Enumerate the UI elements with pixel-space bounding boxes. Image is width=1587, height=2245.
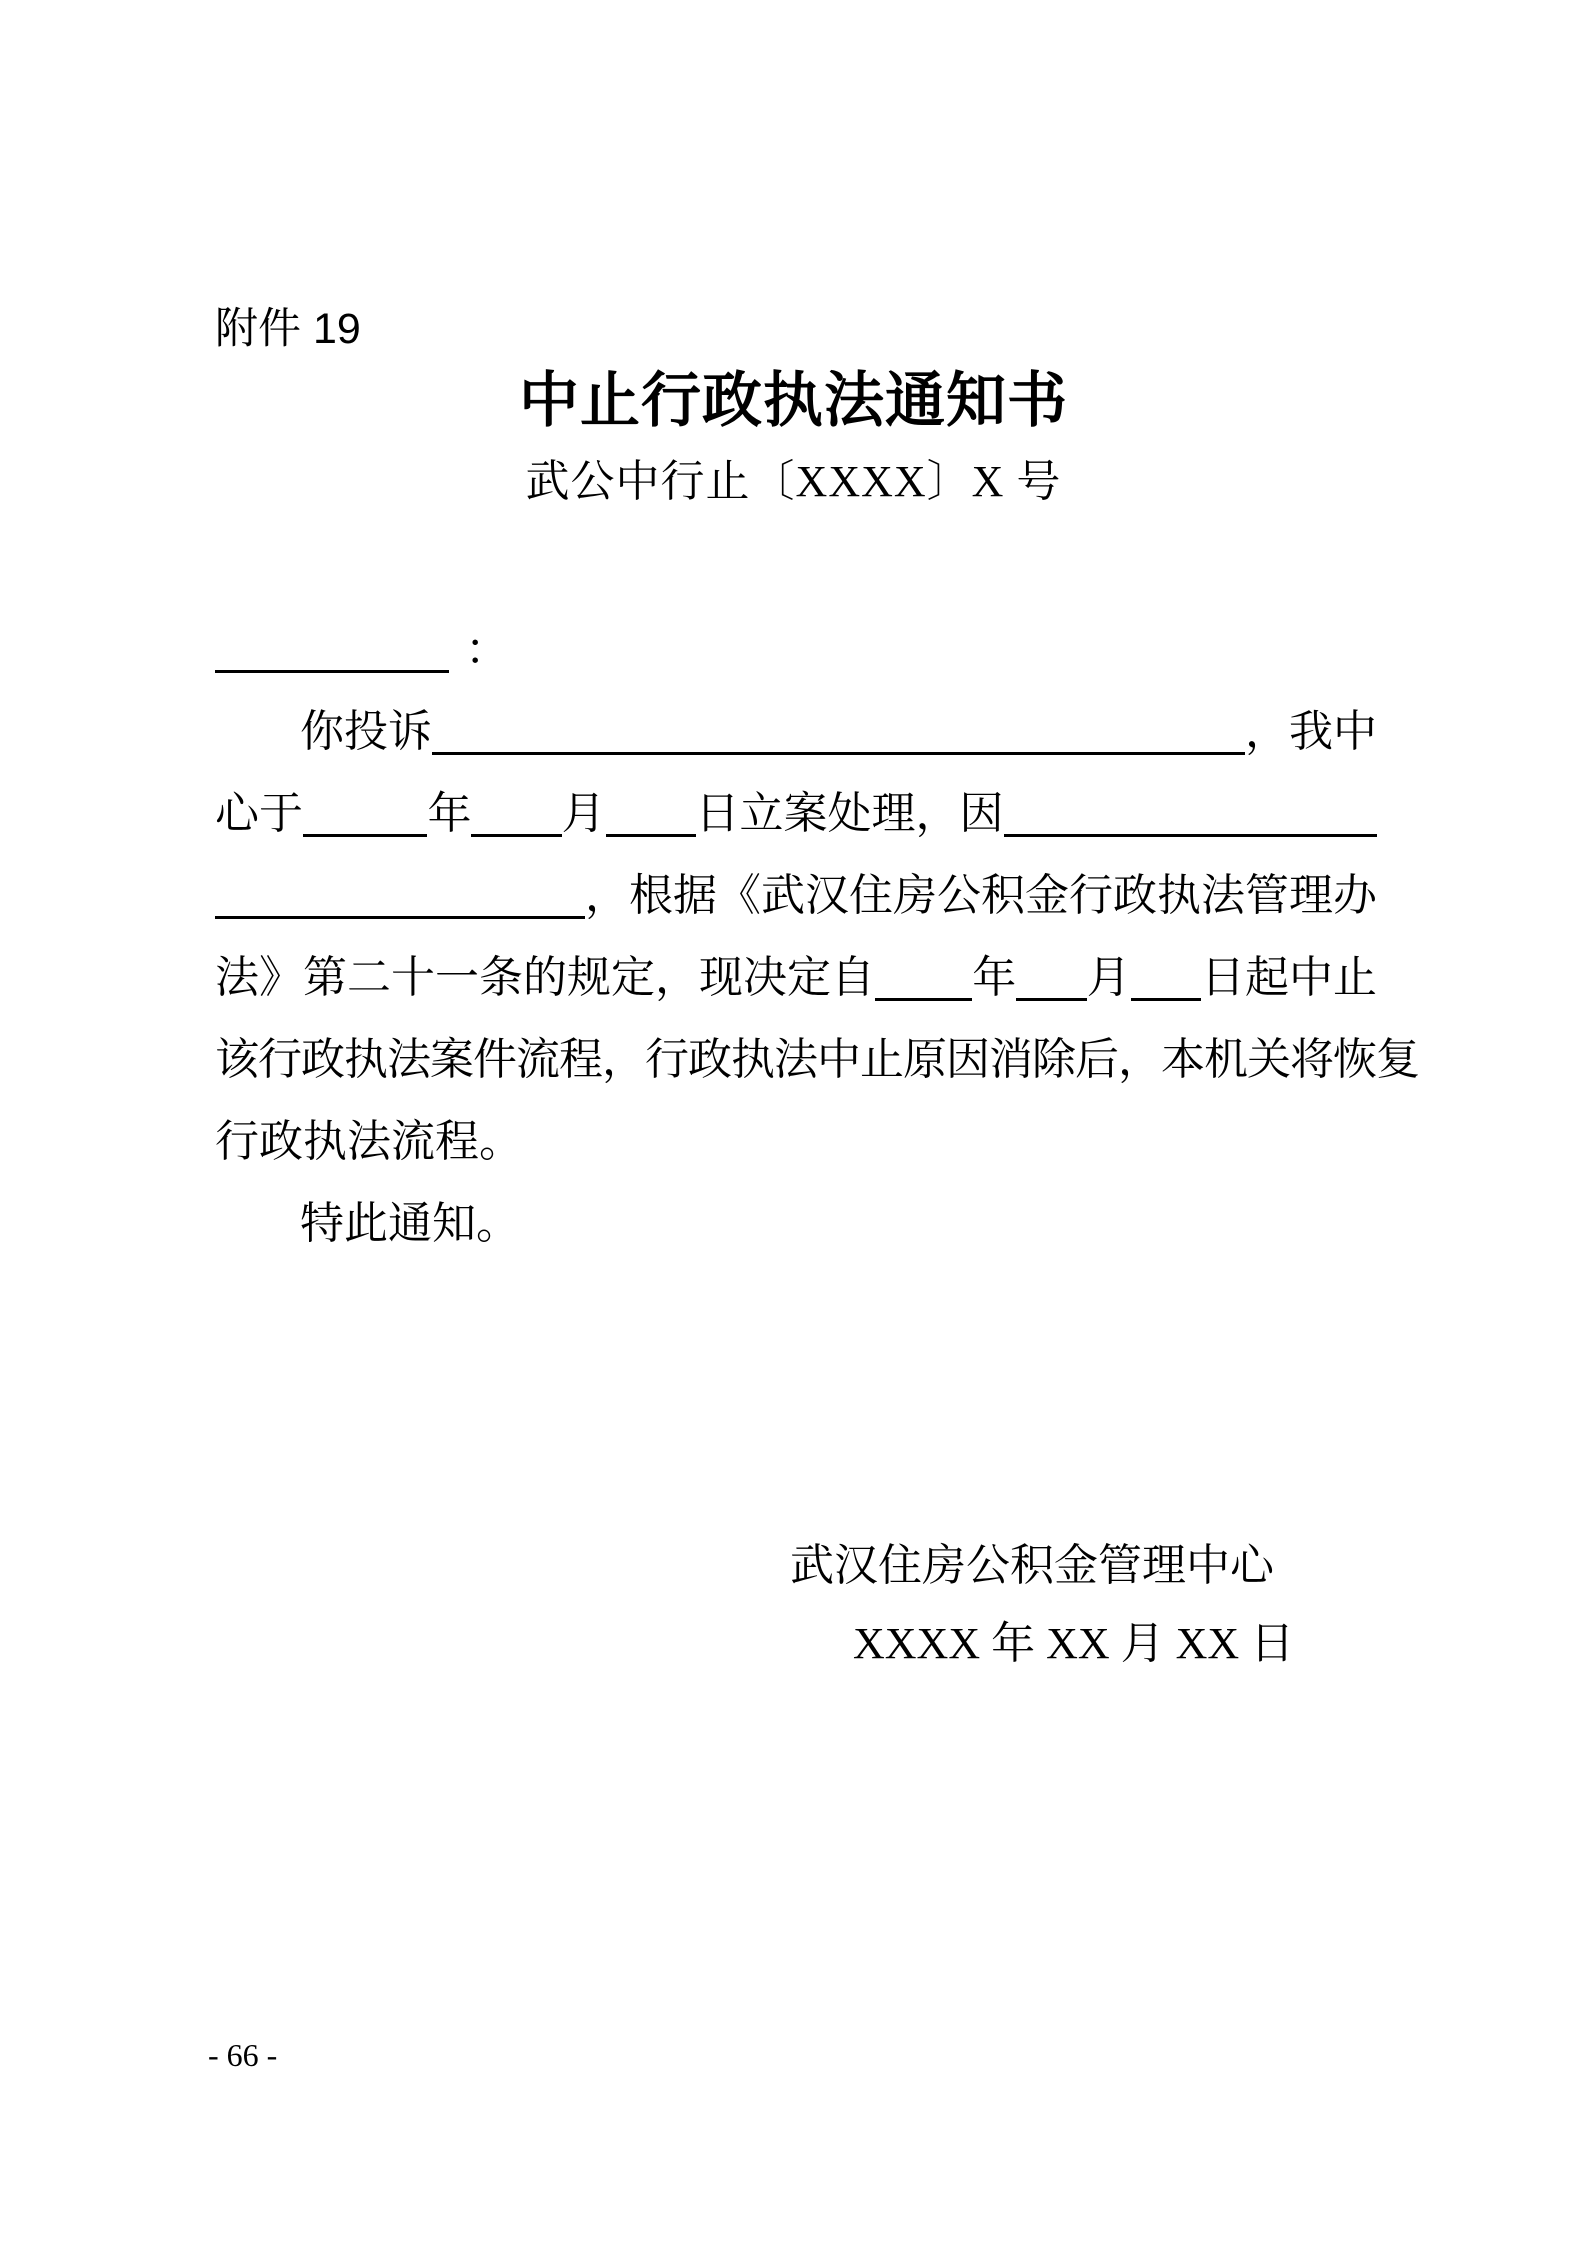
attachment-label: 附件 19 <box>215 305 361 353</box>
body-line-resume: 行政执法流程。 <box>215 1117 523 1166</box>
body-text: 月 <box>1086 953 1131 1002</box>
body-text: 月 <box>561 789 606 838</box>
page-number: - 66 - <box>208 2037 278 2073</box>
suspend-year-fill-in-blank <box>875 991 972 1001</box>
salutation-colon: ： <box>465 625 509 674</box>
recipient-fill-in-blank <box>215 663 449 673</box>
salutation-line <box>215 622 1377 678</box>
body-line-basis <box>215 868 1377 924</box>
closing-notice: 特此通知。 <box>300 1199 520 1248</box>
complaint-fill-in-blank <box>432 745 1245 755</box>
body-text: ，我中 <box>1245 707 1377 756</box>
day-fill-in-blank <box>606 827 696 837</box>
body-text: 年 <box>427 789 472 838</box>
signature-date: XXXX 年 XX 月 XX 日 <box>853 1619 1295 1668</box>
document-number: 武公中行止〔XXXX〕X 号 <box>525 457 1062 506</box>
body-line-filing-date <box>215 786 1377 842</box>
body-text: 心于 <box>215 789 303 838</box>
month-fill-in-blank <box>471 827 561 837</box>
body-text: 日立案处理，因 <box>695 789 1004 838</box>
reason-fill-in-blank <box>1004 827 1377 837</box>
document-title: 中止行政执法通知书 <box>519 368 1068 434</box>
year-fill-in-blank <box>303 827 427 837</box>
body-text: 你投诉 <box>300 707 432 756</box>
suspend-month-fill-in-blank <box>1016 991 1086 1001</box>
body-text: 年 <box>972 953 1017 1002</box>
reason-continuation-fill-in-blank <box>215 909 585 919</box>
body-text: 法》第二十一条的规定，现决定自 <box>215 953 875 1002</box>
body-text: 日起中止 <box>1201 953 1378 1002</box>
suspend-day-fill-in-blank <box>1131 991 1201 1001</box>
signature-organization: 武汉住房公积金管理中心 <box>790 1541 1274 1590</box>
body-text: ，根据《武汉住房公积金行政执法管理办 <box>585 871 1377 920</box>
body-line-decision <box>215 950 1377 1006</box>
body-line-complaint <box>215 704 1377 760</box>
body-line-suspension: 该行政执法案件流程，行政执法中止原因消除后，本机关将恢复 <box>215 1035 1419 1084</box>
